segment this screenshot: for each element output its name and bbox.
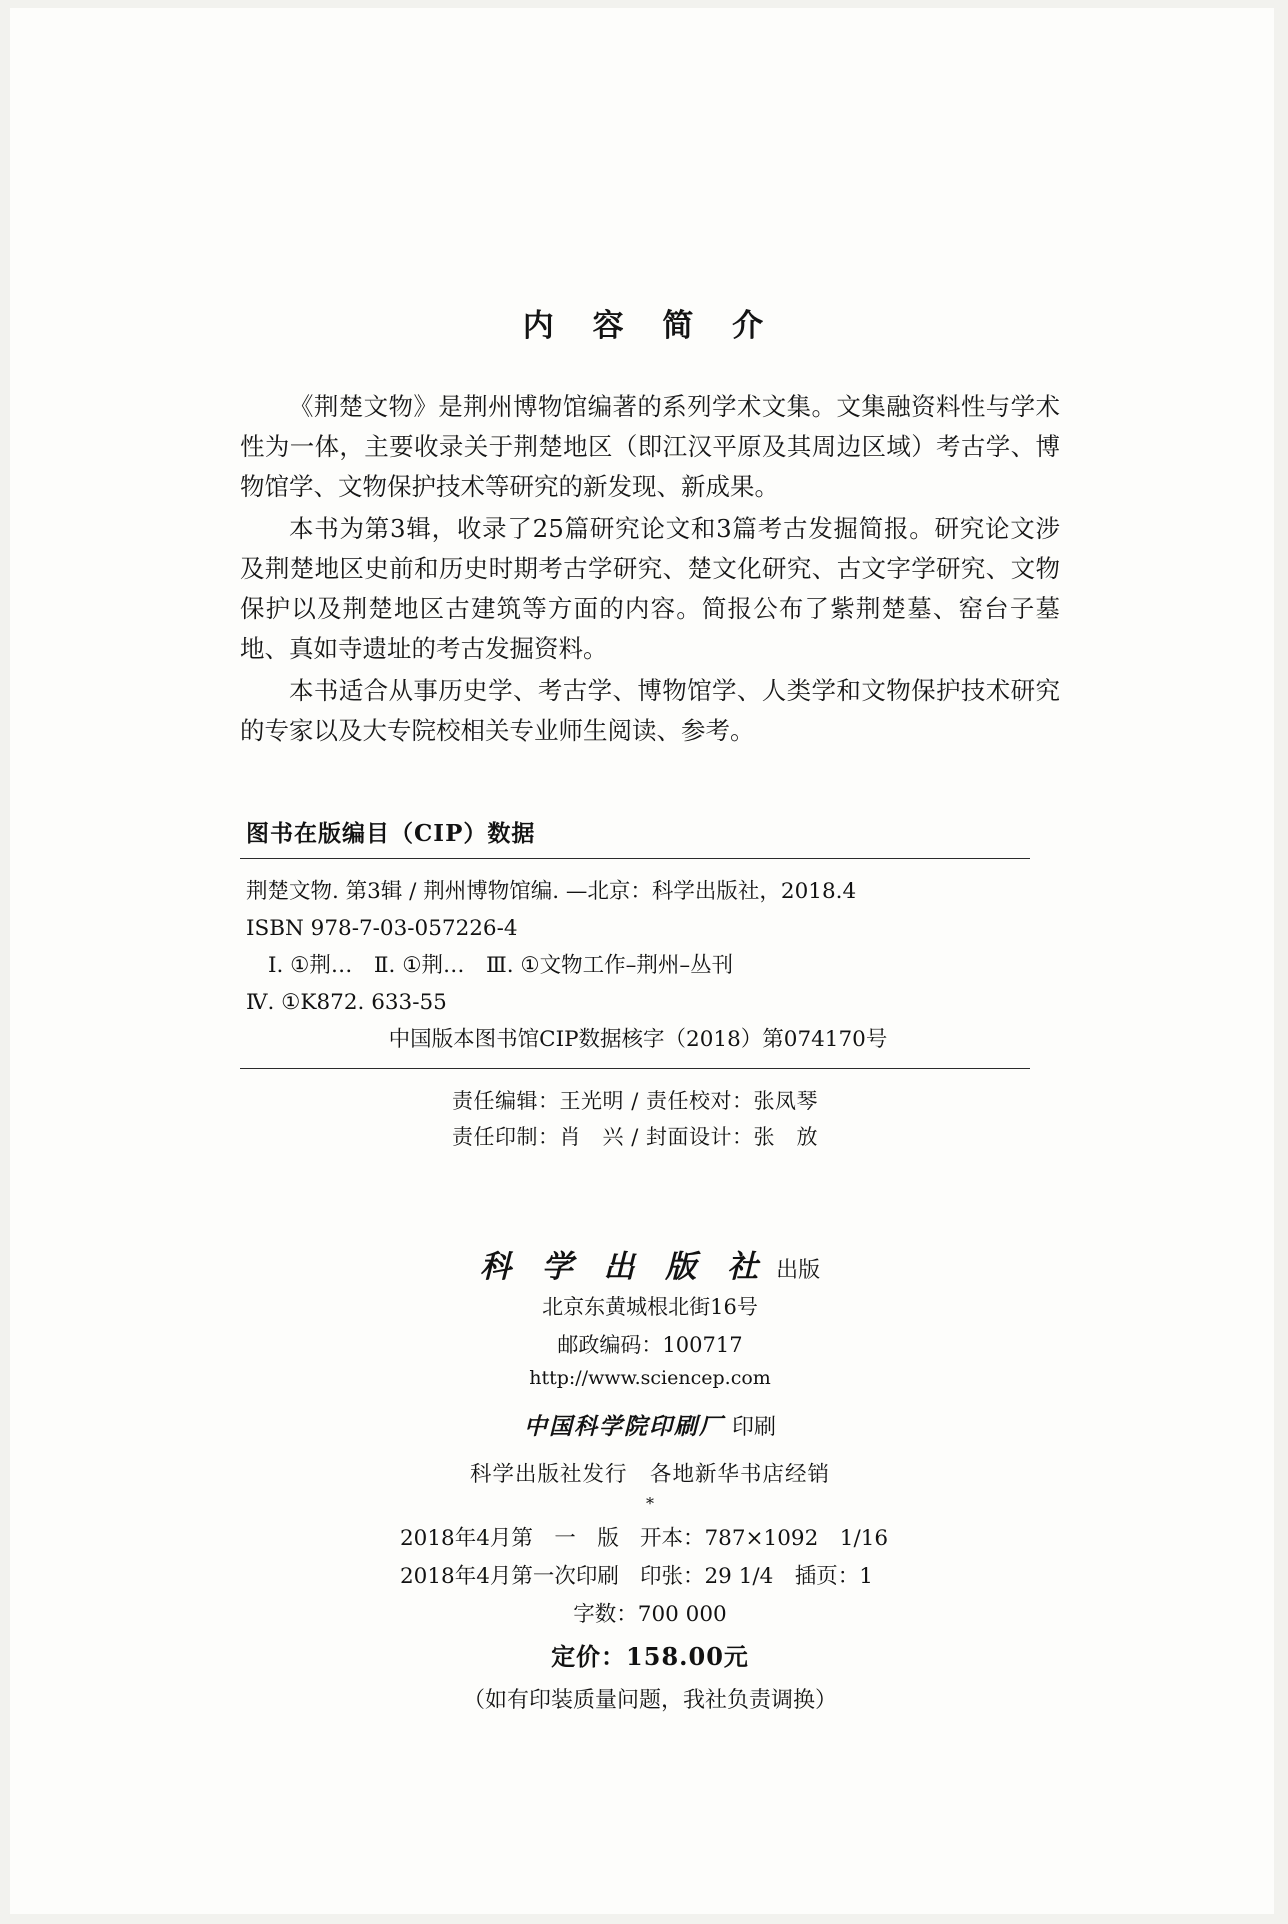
abstract-paragraph-1: 《荆楚文物》是荆州博物馆编著的系列学术文集。文集融资料性与学术性为一体，主要收录关于荆楚地区（即江汉平原及其周边区域）考古学、博物馆学、文物保护技术等研究的新发现、新成果。: [240, 392, 1060, 501]
imprint-block: [240, 1520, 1060, 1720]
printer-logo: [240, 1408, 1060, 1441]
imprint-row-1: [240, 1520, 1060, 1558]
separator-asterisk: *: [646, 1494, 654, 1513]
imprint-edition-date: 2018年4月第 一 版: [400, 1526, 619, 1551]
publisher-logo-suffix: 出版: [776, 1258, 821, 1283]
cip-body: [240, 859, 1030, 1068]
cip-isbn: ISBN 978-7-03-057226-4: [246, 916, 518, 941]
staff-block: [240, 1069, 1030, 1155]
cip-citation: 荆楚文物. 第3辑 / 荆州博物馆编. —北京：科学出版社，2018.4: [246, 879, 857, 904]
staff-editor-row: 责任编辑：王光明 / 责任校对：张凤琴: [452, 1089, 818, 1113]
publisher-logo: [240, 1241, 1060, 1286]
imprint-sheets: 印张：29 1/4 插页：1: [640, 1564, 873, 1589]
page-content: [240, 0, 1060, 1720]
publisher-postcode: 邮政编码：100717: [557, 1333, 743, 1357]
page-edge-bottom: [0, 1914, 1288, 1924]
imprint-wordcount: 字数：700 000: [573, 1602, 727, 1627]
publisher-address: 北京东黄城根北街16号: [542, 1295, 758, 1319]
abstract-block: [240, 387, 1060, 751]
cip-block: [240, 815, 1030, 1155]
cip-heading: 图书在版编目（CIP）数据: [246, 820, 536, 847]
publisher-name: 科 学 出 版 社: [479, 1249, 769, 1285]
publisher-block: [240, 1241, 1060, 1514]
imprint-price: 定价：158.00元: [551, 1642, 749, 1671]
staff-production-row: 责任印制：肖 兴 / 封面设计：张 放: [452, 1125, 818, 1149]
cip-classification-1: Ⅰ. ①荆… Ⅱ. ①荆… Ⅲ. ①文物工作–荆州–丛刊: [268, 953, 734, 978]
printer-suffix: 印刷: [731, 1415, 776, 1440]
page-edge-right: [1274, 0, 1288, 1924]
distribution-line: 科学出版社发行 各地新华书店经销: [469, 1462, 830, 1487]
page-edge-left: [0, 0, 10, 1924]
printer-name: 中国科学院印刷厂: [523, 1413, 724, 1440]
page-title: 内 容 简 介: [522, 308, 778, 344]
cip-registration-number: 中国版本图书馆CIP数据核字（2018）第074170号: [388, 1027, 888, 1052]
abstract-paragraph-2: 本书为第3辑，收录了25篇研究论文和3篇考古发掘简报。研究论文涉及荆楚地区史前和历史时期考古学研究、楚文化研究、古文字学研究、文物保护以及荆楚地区古建筑等方面的内容。简报公布了紫荆楚墓、窑台子墓地、真如寺遗址的考古发掘资料。: [240, 514, 1060, 663]
abstract-paragraph-3: 本书适合从事历史学、考古学、博物馆学、人类学和文物保护技术研究的专家以及大专院校相关专业师生阅读、参考。: [240, 676, 1060, 745]
imprint-quality-note: （如有印装质量问题，我社负责调换）: [462, 1688, 837, 1713]
imprint-print-date: 2018年4月第一次印刷: [400, 1564, 619, 1589]
publisher-website[interactable]: http://www.sciencep.com: [529, 1367, 771, 1389]
cip-classification-2: Ⅳ. ①K872. 633-55: [246, 990, 447, 1015]
imprint-format: 开本：787×1092 1/16: [640, 1526, 889, 1551]
imprint-row-2: [240, 1558, 1060, 1596]
